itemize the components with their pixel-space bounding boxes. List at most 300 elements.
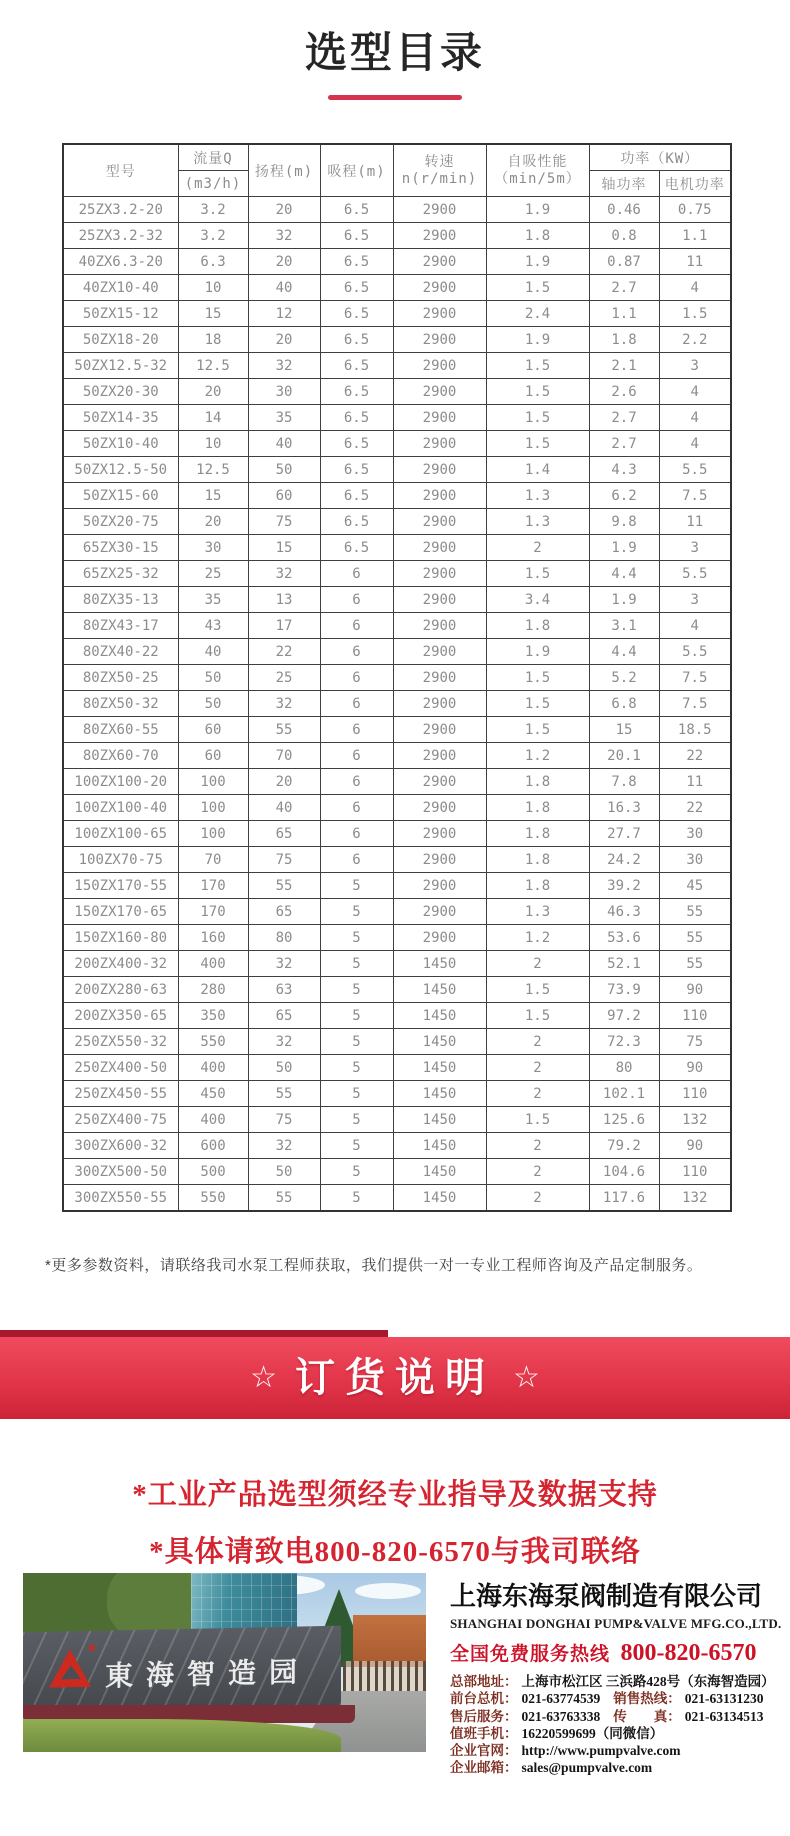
catalog-cell: 2900 [393,639,486,665]
table-footnote: *更多参数资料，请联络我司水泵工程师获取，我们提供一对一专业工程师咨询及产品定制服务。 [45,1257,703,1274]
catalog-cell: 2900 [393,197,486,223]
catalog-cell: 20 [248,197,320,223]
table-body [63,197,731,1212]
catalog-cell: 400 [178,951,248,977]
catalog-cell: 2900 [393,405,486,431]
star-icon: ☆ [513,1361,540,1394]
catalog-cell: 20 [248,249,320,275]
catalog-cell: 55 [248,717,320,743]
catalog-row [63,483,731,509]
order-note-2: *具体请致电800-820-6570与我司联络 [149,1536,641,1568]
order-banner [0,1337,790,1419]
catalog-cell: 550 [178,1185,248,1212]
catalog-cell: 50 [178,665,248,691]
catalog-cell: 9.8 [589,509,659,535]
catalog-cell: 75 [659,1029,731,1055]
col-header-selfprime [486,144,589,197]
catalog-cell: 6.5 [320,379,393,405]
catalog-cell: 6.8 [589,691,659,717]
catalog-cell: 6.3 [178,249,248,275]
catalog-cell: 15 [178,301,248,327]
catalog-cell: 52.1 [589,951,659,977]
contact-value: 021-63134513 [684,1708,764,1724]
catalog-cell: 250ZX400-50 [63,1055,178,1081]
catalog-cell: 65 [248,899,320,925]
catalog-cell: 1.9 [486,639,589,665]
star-icon: ☆ [250,1361,277,1394]
catalog-cell: 5.5 [659,457,731,483]
catalog-cell: 2900 [393,301,486,327]
catalog-cell: 250ZX400-75 [63,1107,178,1133]
catalog-cell: 110 [659,1081,731,1107]
catalog-cell: 300ZX550-55 [63,1185,178,1212]
catalog-cell: 200ZX280-63 [63,977,178,1003]
catalog-row [63,301,731,327]
catalog-cell: 30 [659,821,731,847]
photo-cloud [355,1583,421,1599]
catalog-cell: 16.3 [589,795,659,821]
catalog-cell: 50ZX14-35 [63,405,178,431]
catalog-cell: 32 [248,223,320,249]
catalog-cell: 50ZX18-20 [63,327,178,353]
catalog-cell: 1.8 [589,327,659,353]
contact-label: 传 真： [613,1708,681,1724]
catalog-row [63,1107,731,1133]
catalog-cell: 32 [248,951,320,977]
catalog-cell: 1.9 [589,535,659,561]
catalog-cell: 5 [320,951,393,977]
catalog-cell: 2900 [393,561,486,587]
order-note-1: *工业产品选型须经专业指导及数据支持 [132,1479,658,1511]
catalog-cell: 132 [659,1107,731,1133]
catalog-row [63,353,731,379]
hotline-number: 800-820-6570 [620,1640,757,1666]
catalog-cell: 6.5 [320,249,393,275]
catalog-cell: 22 [659,743,731,769]
catalog-cell: 6 [320,769,393,795]
catalog-cell: 6 [320,743,393,769]
catalog-cell: 2.7 [589,431,659,457]
catalog-cell: 80ZX60-55 [63,717,178,743]
catalog-cell: 4.3 [589,457,659,483]
catalog-cell: 2 [486,1159,589,1185]
catalog-cell: 5.5 [659,639,731,665]
catalog-cell: 72.3 [589,1029,659,1055]
catalog-cell: 1.8 [486,795,589,821]
col-header-power: 功率（KW） [589,144,731,171]
catalog-cell: 70 [178,847,248,873]
catalog-cell: 6.5 [320,535,393,561]
contact-line-address [450,1673,785,1690]
catalog-row [63,431,731,457]
catalog-cell: 6.5 [320,431,393,457]
catalog-cell: 1450 [393,1003,486,1029]
catalog-cell: 1.9 [486,249,589,275]
contact-value: 16220599699（同微信） [521,1725,664,1741]
catalog-cell: 5 [320,1133,393,1159]
catalog-cell: 40 [248,795,320,821]
catalog-cell: 102.1 [589,1081,659,1107]
catalog-cell: 2900 [393,717,486,743]
catalog-cell: 1450 [393,1185,486,1212]
col-header-flow: 流量Q [178,144,248,171]
catalog-cell: 1.5 [659,301,731,327]
catalog-row [63,197,731,223]
catalog-cell: 6.5 [320,223,393,249]
page-title: 选型目录 [304,29,485,76]
catalog-cell: 55 [248,1081,320,1107]
catalog-cell: 50ZX20-30 [63,379,178,405]
catalog-cell: 10 [178,431,248,457]
catalog-cell: 1.5 [486,717,589,743]
catalog-cell: 500 [178,1159,248,1185]
catalog-cell: 60 [178,717,248,743]
contact-line-mobile [450,1725,785,1742]
catalog-cell: 55 [248,1185,320,1212]
catalog-cell: 6.2 [589,483,659,509]
catalog-cell: 5 [320,1029,393,1055]
catalog-row [63,223,731,249]
catalog-cell: 1.5 [486,353,589,379]
col-header-selfprime-line2: （min/5m） [494,170,581,187]
catalog-cell: 2900 [393,483,486,509]
catalog-cell: 6.5 [320,275,393,301]
catalog-cell: 50 [248,1159,320,1185]
catalog-cell: 5 [320,899,393,925]
catalog-cell: 6 [320,821,393,847]
catalog-cell: 1.3 [486,483,589,509]
catalog-cell: 80ZX43-17 [63,613,178,639]
contact-list [450,1673,785,1777]
photo-grass [23,1719,341,1752]
catalog-cell: 100ZX100-65 [63,821,178,847]
catalog-cell: 75 [248,1107,320,1133]
catalog-cell: 15 [248,535,320,561]
catalog-cell: 18 [178,327,248,353]
catalog-cell: 600 [178,1133,248,1159]
catalog-row [63,769,731,795]
catalog-cell: 40ZX10-40 [63,275,178,301]
contact-value: 021-63774539 [521,1691,601,1707]
catalog-cell: 110 [659,1003,731,1029]
catalog-cell: 25 [248,665,320,691]
banner-top-edge [0,1330,388,1337]
catalog-cell: 1.8 [486,613,589,639]
catalog-cell: 150ZX170-65 [63,899,178,925]
catalog-row [63,405,731,431]
catalog-cell: 1.5 [486,1107,589,1133]
catalog-cell: 4.4 [589,639,659,665]
catalog-cell: 32 [248,561,320,587]
catalog-cell: 6.5 [320,301,393,327]
catalog-cell: 80 [589,1055,659,1081]
catalog-cell: 400 [178,1055,248,1081]
catalog-cell: 20 [178,509,248,535]
catalog-cell: 1.5 [486,379,589,405]
catalog-cell: 46.3 [589,899,659,925]
catalog-cell: 2900 [393,457,486,483]
catalog-row [63,977,731,1003]
catalog-cell: 22 [248,639,320,665]
catalog-cell: 2900 [393,327,486,353]
catalog-cell: 65 [248,821,320,847]
catalog-cell: 2 [486,1029,589,1055]
catalog-cell: 3 [659,587,731,613]
catalog-cell: 1.4 [486,457,589,483]
catalog-cell: 2.1 [589,353,659,379]
catalog-cell: 5.2 [589,665,659,691]
catalog-cell: 450 [178,1081,248,1107]
catalog-cell: 3.2 [178,197,248,223]
catalog-cell: 1450 [393,1133,486,1159]
catalog-cell: 20 [248,769,320,795]
catalog-cell: 73.9 [589,977,659,1003]
contact-label: 售后服务： [450,1708,518,1724]
catalog-cell: 1.5 [486,405,589,431]
catalog-cell: 2 [486,1055,589,1081]
catalog-cell: 2900 [393,535,486,561]
catalog-cell: 1450 [393,951,486,977]
catalog-cell: 20.1 [589,743,659,769]
catalog-row [63,1055,731,1081]
catalog-cell: 5 [320,1003,393,1029]
catalog-cell: 22 [659,795,731,821]
catalog-cell: 6 [320,795,393,821]
catalog-cell: 1.2 [486,925,589,951]
catalog-cell: 97.2 [589,1003,659,1029]
catalog-cell: 3 [659,535,731,561]
catalog-cell: 4 [659,275,731,301]
col-header-selfprime-line1: 自吸性能 [507,153,568,170]
catalog-cell: 300ZX600-32 [63,1133,178,1159]
catalog-cell: 5.5 [659,561,731,587]
col-header-speed-line2: n(r/min) [401,170,478,187]
catalog-cell: 24.2 [589,847,659,873]
catalog-cell: 30 [178,535,248,561]
hotline-label: 全国免费服务热线 [450,1644,611,1665]
catalog-cell: 7.5 [659,691,731,717]
catalog-row [63,873,731,899]
catalog-cell: 50 [248,1055,320,1081]
contact-label: 总部地址： [450,1674,518,1689]
catalog-cell: 100ZX70-75 [63,847,178,873]
catalog-cell: 6.5 [320,197,393,223]
catalog-row [63,925,731,951]
catalog-cell: 5 [320,1081,393,1107]
catalog-cell: 32 [248,1029,320,1055]
catalog-cell: 2.7 [589,275,659,301]
catalog-row [63,1003,731,1029]
catalog-cell: 2900 [393,275,486,301]
catalog-cell: 35 [248,405,320,431]
catalog-cell: 2900 [393,249,486,275]
catalog-cell: 5 [320,1055,393,1081]
contact-label: 销售热线： [613,1691,681,1707]
catalog-cell: 2 [486,535,589,561]
catalog-cell: 4 [659,431,731,457]
catalog-row [63,535,731,561]
catalog-cell: 2900 [393,873,486,899]
catalog-row [63,327,731,353]
service-hotline [450,1639,785,1667]
catalog-cell: 55 [659,951,731,977]
catalog-cell: 2.6 [589,379,659,405]
catalog-cell: 2900 [393,769,486,795]
catalog-cell: 10 [178,275,248,301]
catalog-cell: 40 [248,431,320,457]
catalog-cell: 11 [659,509,731,535]
contact-value: 021-63131230 [684,1691,764,1707]
catalog-cell: 65ZX30-15 [63,535,178,561]
catalog-cell: 100 [178,795,248,821]
catalog-cell: 63 [248,977,320,1003]
catalog-row [63,613,731,639]
catalog-cell: 40 [178,639,248,665]
catalog-cell: 150ZX170-55 [63,873,178,899]
catalog-row [63,639,731,665]
catalog-cell: 1.5 [486,1003,589,1029]
catalog-cell: 160 [178,925,248,951]
col-header-speed [393,144,486,197]
catalog-cell: 2900 [393,379,486,405]
park-sign-text: 東海智造园 [105,1657,311,1693]
catalog-cell: 6 [320,665,393,691]
catalog-cell: 55 [659,899,731,925]
catalog-cell: 15 [178,483,248,509]
catalog-cell: 60 [248,483,320,509]
order-banner-title: 订货说明 [295,1356,495,1400]
catalog-cell: 1.5 [486,977,589,1003]
catalog-row [63,1029,731,1055]
catalog-cell: 4 [659,379,731,405]
catalog-cell: 0.75 [659,197,731,223]
catalog-cell: 50ZX12.5-50 [63,457,178,483]
catalog-cell: 1.8 [486,847,589,873]
company-info [450,1576,785,1777]
contact-label: 前台总机： [450,1691,518,1707]
contact-value: 上海市松江区 三浜路428号（东海智造园） [521,1674,775,1689]
catalog-cell: 1450 [393,1029,486,1055]
catalog-cell: 80 [248,925,320,951]
catalog-cell: 55 [248,873,320,899]
catalog-cell: 2900 [393,899,486,925]
catalog-cell: 6.5 [320,509,393,535]
catalog-cell: 2.7 [589,405,659,431]
catalog-cell: 11 [659,249,731,275]
catalog-cell: 1.9 [589,587,659,613]
catalog-cell: 2900 [393,821,486,847]
catalog-cell: 2900 [393,613,486,639]
catalog-cell: 80ZX50-25 [63,665,178,691]
catalog-cell: 80ZX35-13 [63,587,178,613]
catalog-cell: 90 [659,1133,731,1159]
catalog-cell: 43 [178,613,248,639]
catalog-cell: 25ZX3.2-20 [63,197,178,223]
catalog-row [63,717,731,743]
catalog-cell: 1.5 [486,561,589,587]
catalog-cell: 0.46 [589,197,659,223]
catalog-cell: 7.8 [589,769,659,795]
catalog-cell: 32 [248,691,320,717]
company-name-cn: 上海东海泵阀制造有限公司 [450,1581,763,1611]
catalog-cell: 32 [248,1133,320,1159]
catalog-cell: 90 [659,1055,731,1081]
catalog-cell: 1.5 [486,691,589,717]
factory-photo [23,1573,426,1752]
catalog-cell: 100ZX100-40 [63,795,178,821]
catalog-cell: 13 [248,587,320,613]
catalog-row [63,743,731,769]
email-address: sales@pumpvalve.com [521,1760,653,1776]
col-header-model: 型号 [63,144,178,197]
catalog-cell: 2900 [393,847,486,873]
table-header [63,144,731,197]
catalog-cell: 2900 [393,353,486,379]
contact-line-phones-2 [450,1708,785,1725]
catalog-cell: 6.5 [320,353,393,379]
contact-label: 企业邮箱： [450,1760,518,1776]
catalog-row [63,1133,731,1159]
catalog-cell: 50ZX10-40 [63,431,178,457]
catalog-cell: 40ZX6.3-20 [63,249,178,275]
catalog-cell: 5 [320,977,393,1003]
contact-label: 值班手机： [450,1725,518,1741]
col-header-speed-line1: 转速 [424,153,455,170]
catalog-row [63,379,731,405]
catalog-cell: 1450 [393,1107,486,1133]
catalog-cell: 80ZX50-32 [63,691,178,717]
catalog-cell: 5 [320,873,393,899]
catalog-cell: 6 [320,561,393,587]
catalog-cell: 2900 [393,743,486,769]
catalog-cell: 2900 [393,925,486,951]
catalog-cell: 80ZX40-22 [63,639,178,665]
catalog-cell: 150ZX160-80 [63,925,178,951]
catalog-row [63,275,731,301]
catalog-cell: 1.8 [486,769,589,795]
catalog-cell: 75 [248,847,320,873]
catalog-cell: 32 [248,353,320,379]
catalog-cell: 3.4 [486,587,589,613]
contact-label: 企业官网： [450,1743,518,1759]
catalog-cell: 132 [659,1185,731,1212]
catalog-row [63,509,731,535]
catalog-cell: 5 [320,1185,393,1212]
catalog-cell: 50ZX20-75 [63,509,178,535]
catalog-cell: 50 [248,457,320,483]
catalog-cell: 280 [178,977,248,1003]
catalog-cell: 70 [248,743,320,769]
catalog-cell: 65 [248,1003,320,1029]
catalog-cell: 90 [659,977,731,1003]
catalog-cell: 2.2 [659,327,731,353]
catalog-cell: 100ZX100-20 [63,769,178,795]
catalog-cell: 2900 [393,509,486,535]
catalog-row [63,821,731,847]
catalog-cell: 18.5 [659,717,731,743]
catalog-row [63,457,731,483]
catalog-cell: 1.3 [486,899,589,925]
catalog-cell: 1.1 [659,223,731,249]
catalog-cell: 2 [486,951,589,977]
catalog-cell: 12.5 [178,457,248,483]
catalog-cell: 6 [320,639,393,665]
catalog-cell: 27.7 [589,821,659,847]
selection-table [62,143,732,1212]
col-header-motor-power: 电机功率 [659,171,731,197]
catalog-row [63,691,731,717]
catalog-cell: 7.5 [659,665,731,691]
